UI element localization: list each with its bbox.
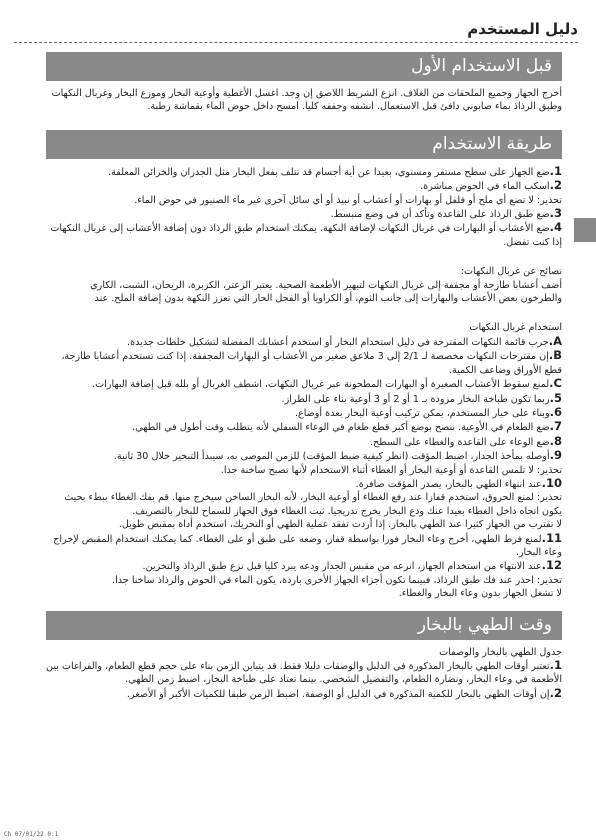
section-title-before-first-use: قبل الاستخدام الأول [46, 52, 562, 81]
list-item [46, 464, 562, 477]
steps-list [46, 165, 562, 249]
list-item [46, 477, 562, 491]
item-text: ضع الجهاز على سطح مستقر ومستوي، بعيدا عن أية أجسام قد تتلف بفعل البخار مثل الجدران والخزائن المعلقة. [108, 166, 550, 178]
item-text: ربما تكون طباخة البخار مزودة بـ 1 أو 2 أو 3 أوعية بناء على الطراز. [281, 393, 550, 405]
list-item [46, 406, 562, 420]
steaming-subtitle: جدول الطهي بالبخار والوصفات [439, 646, 562, 658]
list-item [46, 518, 562, 531]
item-text: ضع الأعشاب أو البهارات في غربال النكهات لإضافة النكهة. يمكنك استخدام طبق الرذاذ دون إضافة الأعشاب إلى غربال النكهات إذا كنت تفضل. [50, 223, 562, 248]
list-item [46, 194, 562, 207]
list-item [46, 491, 562, 518]
item-text: ضع الطعام في الأوعية. ننصح بوضع أكبر قطع طعام في الوعاء السفلي لأنه يتطلب وقت أطول في الطهي. [132, 422, 550, 434]
list-item [46, 207, 562, 221]
usage-title: استخدام غربال النكهات [469, 322, 562, 334]
item-number: 5. [549, 390, 562, 405]
list-item [46, 392, 562, 406]
item-text: وبناء على خيار المستخدم، يمكن تركيب أوعية البخار بعدة أوضاع. [294, 407, 550, 419]
item-text: جرب قائمة النكهات المقترحة في دليل استخدام البخار أو استخدم أعشابك المفضلة لتشكيل خلطات جديدة. [127, 336, 549, 348]
item-text: عند انتهاء الطهي بالبخار، يصدر المؤقت صافرة. [355, 478, 542, 490]
item-text: تعتبر أوقات الطهي بالبخار المذكورة في الدليل والوصفات دليلا فقط. قد يتباين الزمن بناء على حجم قطع الطعام، والفراغات بين الأطعمة في وعاء البخار، ونضارة الطعام، والتفضيل الشخصي. بينما تعتاد على طباخة البخار، اضبط زمن الطهي. [46, 661, 562, 686]
page-header [14, 14, 578, 44]
item-number: C. [549, 376, 562, 391]
item-number: 9. [549, 448, 562, 463]
item-text: ضع طبق الرذاذ على القاعدة وتأكد أن في وضع منبسط. [330, 209, 550, 221]
side-tab-marker [574, 218, 596, 242]
item-text: تحذير: لا تلمس القاعدة أو أوعية البخار أو الغطاء أثناء الاستخدام لأنها تصبح ساخنة جدا. [220, 464, 562, 476]
list-item [46, 221, 562, 249]
item-number: 1. [549, 658, 562, 672]
item-text: تحذير: لا تضع أي ملح أو فلفل أو بهارات أو أعشاب أو نبيذ أو أي سائل آخرى غير ماء الصنبور في حوض الماء. [134, 194, 562, 206]
list-item [46, 420, 562, 434]
item-text: ضع الوعاء على القاعدة والغطاء على السطح. [369, 436, 550, 448]
list-item [46, 687, 562, 701]
tips-body: أضف أعشابا طازجة أو مجففة إلى غربال النكهات لتبهير الأطعمة الصحية. يعتبر الزعتر، الكزبرة، الريحان، الشبت، الكاري والطرخون بعض الأعشاب والبهارات إلى جانب الثوم، أو الكراويا أو الفجل الحار التي تعزز النكهة بدون إضافة الملح. عند [90, 279, 562, 305]
page-header-title: دليل المستخدم [467, 20, 578, 38]
list-item [46, 377, 562, 391]
item-text: تحذير: احذر عند فك طبق الرذاذ، فبينما تكون أجزاء الجهاز الأخرى باردة، يكون الماء في الحوض والرذاذ ساخنا جدا. [112, 574, 562, 586]
list-item [46, 179, 562, 193]
item-number: 2. [549, 685, 562, 700]
item-number: B. [548, 348, 562, 363]
item-number: 7. [549, 419, 562, 434]
tips-title: نصائح عن غربال النكهات: [460, 266, 562, 278]
item-text: لمنع سقوط الأعشاب الصغيرة أو البهارات المطحونة عبر غربال النكهات، اشطف الغربال أو بلله قبل إضافة البهارات. [92, 379, 550, 391]
item-text: اسكب الماء في الحوض مباشرة. [420, 181, 550, 193]
list-item [46, 587, 562, 600]
item-text: إن مقترحات النكهات مخصصة لـ 2/1 إلى 3 ملاعق صغير من الأعشاب أو البهارات المجففة. إذا كنت تستخدم أعشابا طازجة، قطع الأوراق وضاعف الكمية. [61, 351, 562, 376]
usage-list [46, 335, 562, 601]
item-number: A. [548, 333, 562, 348]
item-text: لا تقترب من الجهاز كثيرا عند الطهي بالبخار. إذا أردت تفقد عملية الطهي أو التحريك، استخدم أداة بمقبض طويل. [118, 519, 562, 531]
item-number: 3. [549, 206, 562, 221]
page-content [46, 52, 562, 701]
list-item [46, 165, 562, 179]
steaming-time-list [46, 659, 562, 701]
item-text: عند الانتهاء من استخدام الجهاز، انزعه من مقبس الجدار ودعه يبرد كليا قبل نزع طبق الرذاذ والتخزين. [142, 561, 542, 573]
item-number: 12. [541, 558, 562, 573]
list-item [46, 335, 562, 349]
item-text: لا تشغل الجهاز بدون وعاء البخار والغطاء. [398, 588, 562, 600]
item-text: إن أوقات الطهي بالبخار للكمية المذكورة في الدليل أو الوصفة. اضبط الزمن طبقا للكميات الأكبر أو الأصغر. [126, 688, 550, 700]
item-text: أوصله بمأخذ الجدار، اضبط المؤقت (انظر كيفية ضبط المؤقت) للزمن الموصى به، سيبدأ التبخير خلال 30 ثانية. [113, 451, 550, 463]
item-number: 8. [549, 433, 562, 448]
list-item [46, 659, 562, 687]
section-title-how-to-use: طريقة الاستخدام [46, 130, 562, 159]
item-number: 1. [549, 163, 562, 178]
section-title-steaming-time: وقت الطهي بالبخار [46, 611, 562, 640]
list-item [46, 435, 562, 449]
item-number: 4. [549, 220, 562, 235]
list-item [46, 449, 562, 463]
item-number: 11. [541, 530, 562, 545]
item-text: لمنع فرط الطهي، أخرج وعاء البخار فورا بواسطة قفاز، وضعه على طبق أو على الغطاء. كما يمكنك استخدام المقبض لإخراج وعاء البخار. [53, 533, 562, 558]
print-footer: Ch 07/01/22 0:1 [4, 831, 59, 838]
section-body-before-first-use: أخرج الجهاز وجميع الملحقات من الغلاف. انزع الشريط اللاصق إن وجد. اغسل الأغطية وأوعية البخار وموزع البخار وغربال النكهات وطبق الرذاذ بماء صابوني دافئ قبل الاستعمال. انشفه وجففه كليا. امسح داخل حوض الماء بقماشة رطبة. [51, 88, 562, 113]
item-number: 10. [541, 475, 562, 490]
list-item [46, 559, 562, 573]
list-item [46, 349, 562, 377]
item-text: تحذير: لمنع الحروق، استخدم قفازا عند رفع الغطاء أو أوعية البخار، لأنه البخار الساخن سيخرج منها. قم بفك الغطاء ببطء بحيث يكون اتجاه داخل الغطاء بعيدا عنك ودع البخار يخرج تدريجيا. ثبت الغطاء فوق الجهاز للسماح للبخار بالتصريف. [64, 492, 562, 517]
list-item [46, 574, 562, 587]
item-number: 6. [549, 404, 562, 419]
header-divider [14, 42, 578, 43]
list-item [46, 532, 562, 560]
item-number: 2. [549, 178, 562, 193]
